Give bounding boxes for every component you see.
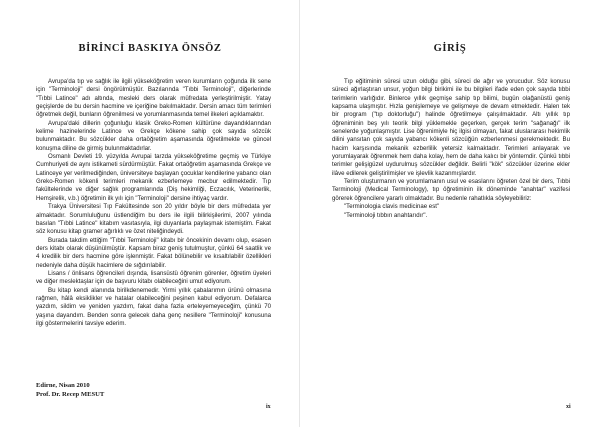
signature-block — [36, 381, 104, 399]
signature-place-date: Edirne, Nisan 2010 — [36, 382, 90, 389]
page-number: xi — [566, 404, 571, 410]
page-title: GİRİŞ — [433, 43, 467, 54]
quote-line: "Terminologia clavis medicinae est" — [344, 203, 440, 211]
page-body — [332, 78, 570, 220]
paragraph: Lisans / önlisans öğrencileri dışında, lisansüstü öğrenim görenler, öğretim üyeleri ve diğer meslektaşlar için de başvuru kitabı olabileceğini umut ediyorum. — [36, 269, 271, 286]
paragraph: Avrupa'da tıp ve sağlık ile ilgili yükseköğretim veren kurumların çoğunda ilk sene için "Terminoloji" dersi öngörülmüştür. Bazılarında "Tıbbi Terminoloji", diğerlerinde "Tıbbi Latince" adı altında, mesleki ders olarak müfredata yerleştirilmiştir. Yatay geçişlerde de bu dersin hacmine ve içeriğine bakılmaktadır. Dersin amacı tüm terimleri öğretmek değil, bunların öğrenilmesi ve yorumlanmasında temel ilkeleri açıklamaktır. — [36, 78, 271, 119]
paragraph: Bu kitap kendi alanında birilkdenemedir. Yirmi yıllık çabalarımın ürünü olmasına rağmen, hâlâ eksiklikler ve hatalar olabileceğini peşinen kabul ediyorum. Defalarca yazdım, sildim ve yeniden yazdım, fakat daha fazla erteleyemeyeceğim, çünkü 70 yaşına dayandım. Benden sonra gelecek daha genç nesillere "Terminoloji" konusuna ilgi göstermelerini tavsiye ederim. — [36, 286, 271, 327]
paragraph: Osmanlı Devleti 19. yüzyılda Avrupai tarzda yükseköğretime geçmiş ve Türkiye Cumhuriyeti de aynı istikameti sürdürmüştür. Fakat ortaöğretim aşamasında Grekçe ve Latinceye yer verilmediğinden, üniversiteye başlayan çocuklar kendilerine yabancı olan Greko-Romen kökenli terimleri mekanik ezberlemeye mecbur edilmektedir. Tıp fakültelerinde ve diğer sağlık programlarında (Diş hekimliği, Eczacılık, Veterinerlik, Hemşirelik, v.b.) öğretimin ilk yılı için "Terminoloji" dersine ihtiyaç vardır. — [36, 153, 271, 202]
paragraph: Tıp eğitiminin süresi uzun olduğu gibi, süreci de ağır ve yorucudur. Söz konusu süreci ağırlaştıran unsur, yoğun bilgi birikimi ile bu bilgileri ifade eden çok sayıda tıbbi terimlerin varlığıdır. Binlerce yıllık geçmişe sahip tıp bilimi, bugün olağanüstü geniş kapsama ulaşmıştır. Hızla genişlemeye ve gelişmeye de devam etmektedir. Halen tek bir program ("tıp doktorluğu") halinde öğretilmeye çalışılmaktadır. Altı yıllık tıp öğreniminin beş yılı teorik bilgi yüklemekle geçerken, gerçek terim "sağanağı" ilk senelerde yoğunlaşmıştır. Lise öğrenimiyle hiç ilgisi olmayan, fakat uluslararası hekimlik dilini yansıtan çok sayıda yabancı kökenli sözcüğün ezberlenmesi gerekmektedir. Bu hacim karşısında mekanik ezberlilik yetersiz kalmaktadır. Terimleri anlayarak ve yorumlayarak öğrenmek hem daha kolay, hem de daha kalıcı bir yöntemdir. Çünkü tıbbi terimler gelişigüzel uydurulmuş sözcükler değildir. Belirli "kök" sözcükler üzerine ekler ilâve edilerek geliştirilmişler ve işlevlik kazanmışlardır. — [332, 78, 570, 177]
paragraph: Trakya Üniversitesi Tıp Fakültesinde son 20 yıldır böyle bir ders müfredata yer almaktadır. Sorumluluğunu üstlendiğim bu ders ile ilgili bilirkişilerimi, 2007 yılında basılan "Tıbbi Latince" kitabım vasıtasıyla, ilgi duyanlarla paylaşmak istemiştim. Fakat söz konusu kitap gramer ağırlıklı ve özet niteliğindeydi. — [36, 203, 271, 236]
page-body — [36, 78, 271, 328]
quote-line: "Terminoloji tıbbın anahtarıdır". — [344, 211, 428, 219]
page-title: BİRİNCİ BASKIYA ÖNSÖZ — [78, 43, 222, 54]
paragraph: Avrupa'daki dillerin çoğunluğu klasik Greko-Romen kültürüne dayandıklarından kelime hazinelerinde Latince ve Grekçe kökene sahip çok sayıda sözcük bulunmaktadır. Bu sözcükler daha ortaöğretim aşamasında öğretilmekte ve güncel konuşma diline de girmiş bulunmaktadırlar. — [36, 119, 271, 152]
paragraph: Burada takdim ettiğim "Tıbbi Terminoloji" kitabı bir öncekinin devamı olup, esasen ders kitabı olarak düşünülmüştür. Kapsam biraz geniş tutulmuştur, çünkü 64 saatlik ve 4 kredilik bir ders hacmine göre işlenmiştir. Fakat bölünebilir ve kısaltılabilir özellikleri nedeniyle daha düşük hacimlere de sığdırılabilir. — [36, 236, 271, 269]
page-number: ix — [266, 404, 271, 410]
signature-author: Prof. Dr. Recep MESUT — [36, 391, 105, 398]
paragraph: Terim oluşturmanın ve yorumlamanın usul ve esaslarını öğreten özel bir ders, Tıbbi Terminoloji (Medical Terminology), tıp öğretiminin ilk döneminde "anahtar" vazifesi görerek öğrencilere yararlı olmaktadır. Bu nedenle rahatlıkla söyleyebiliriz: — [332, 178, 570, 202]
right-page — [300, 0, 600, 427]
